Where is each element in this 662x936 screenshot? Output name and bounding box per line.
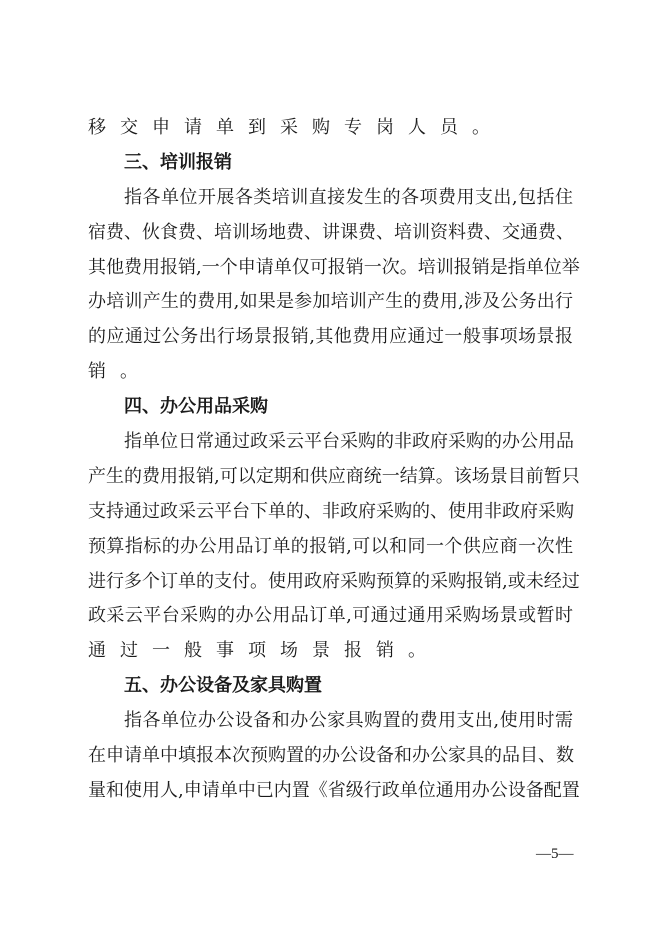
text-line: 政采云平台采购的办公用品订单,可通过通用采购场景或暂时 — [88, 605, 573, 627]
text-line: 办培训产生的费用,如果是参加培训产生的费用,涉及公务出行 — [88, 291, 573, 313]
text-line: 销。 — [88, 361, 152, 383]
section-heading: 五、办公设备及家具购置 — [124, 675, 322, 697]
text-line: 产生的费用报销,可以定期和供应商统一结算。该场景目前暂只 — [88, 465, 580, 487]
text-line: 在申请单中填报本次预购置的办公设备和办公家具的品目、数 — [88, 745, 574, 767]
text-line: 其他费用报销,一个申请单仅可报销一次。培训报销是指单位举 — [88, 256, 580, 278]
document-body — [88, 111, 580, 809]
text-line: 预算指标的办公用品订单的报销,可以和同一个供应商一次性 — [88, 535, 573, 557]
section-heading: 三、培训报销 — [124, 151, 232, 173]
text-line: 支持通过政采云平台下单的、非政府采购的、使用非政府采购 — [88, 500, 574, 522]
text-line: 指各单位开展各类培训直接发生的各项费用支出,包括住 — [124, 186, 573, 208]
text-line: 指单位日常通过政采云平台采购的非政府采购的办公用品 — [124, 431, 574, 453]
text-line: 进行多个订单的支付。使用政府采购预算的采购报销,或未经过 — [88, 570, 580, 592]
text-line: 宿费、伙食费、培训场地费、讲课费、培训资料费、交通费、 — [88, 221, 574, 243]
text-line: 量和使用人,申请单中已内置《省级行政单位通用办公设备配置 — [88, 779, 580, 801]
text-line: 通过一般事项场景报销。 — [88, 640, 440, 662]
text-line: 的应通过公务出行场景报销,其他费用应通过一般事项场景报 — [88, 326, 573, 348]
text-line: 指各单位办公设备和办公家具购置的费用支出,使用时需 — [124, 710, 573, 732]
text-line: 移交申请单到采购专岗人员。 — [88, 117, 504, 138]
section-heading: 四、办公用品采购 — [124, 396, 268, 418]
page-number: —5— — [536, 846, 574, 862]
